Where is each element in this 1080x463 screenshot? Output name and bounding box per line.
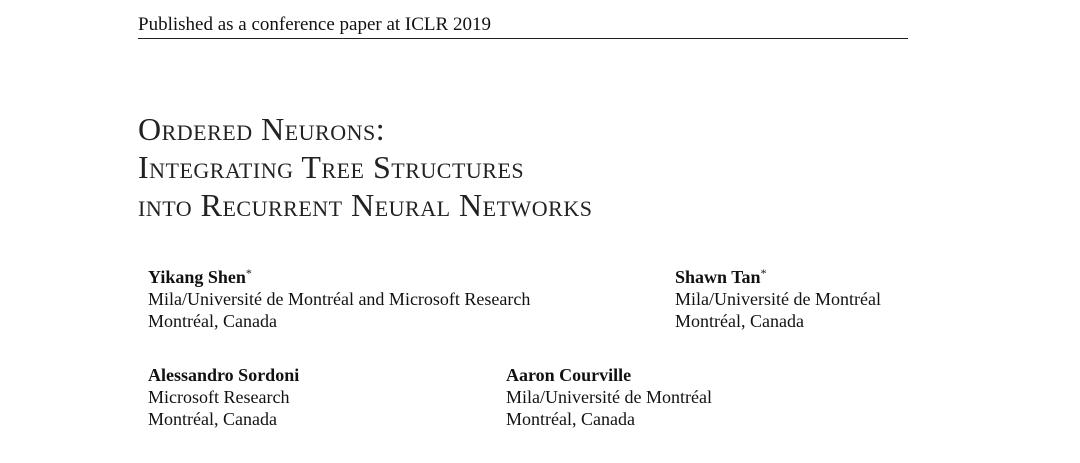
author-name-text: Yikang Shen	[148, 267, 246, 287]
author-name	[675, 266, 881, 288]
author-affiliation: Mila/Université de Montréal	[675, 289, 881, 309]
title-line-3: into Recurrent Neural Networks	[138, 187, 593, 223]
author-affiliation: Microsoft Research	[148, 387, 290, 407]
author-affiliation: Mila/Université de Montréal	[506, 387, 712, 407]
author-name	[506, 364, 712, 386]
author-location: Montréal, Canada	[148, 311, 277, 331]
author-name-text: Alessandro Sordoni	[148, 365, 300, 385]
paper-title	[138, 110, 592, 224]
title-line-2: Integrating Tree Structures	[138, 149, 525, 185]
running-header: Published as a conference paper at ICLR 2019	[138, 14, 491, 35]
author-name-text: Shawn Tan	[675, 267, 761, 287]
author-block-shen	[148, 266, 530, 332]
author-block-courville	[506, 364, 712, 430]
author-name-text: Aaron Courville	[506, 365, 632, 385]
author-location: Montréal, Canada	[675, 311, 804, 331]
equal-contribution-mark: *	[760, 266, 767, 280]
author-location: Montréal, Canada	[506, 409, 635, 429]
author-block-tan	[675, 266, 881, 332]
author-block-sordoni	[148, 364, 299, 430]
author-affiliation: Mila/Université de Montréal and Microsoft Research	[148, 289, 531, 309]
author-name	[148, 266, 530, 288]
equal-contribution-mark: *	[245, 266, 252, 280]
author-name	[148, 364, 299, 386]
header-rule	[138, 38, 908, 39]
author-location: Montréal, Canada	[148, 409, 277, 429]
title-line-1: Ordered Neurons:	[138, 111, 386, 147]
